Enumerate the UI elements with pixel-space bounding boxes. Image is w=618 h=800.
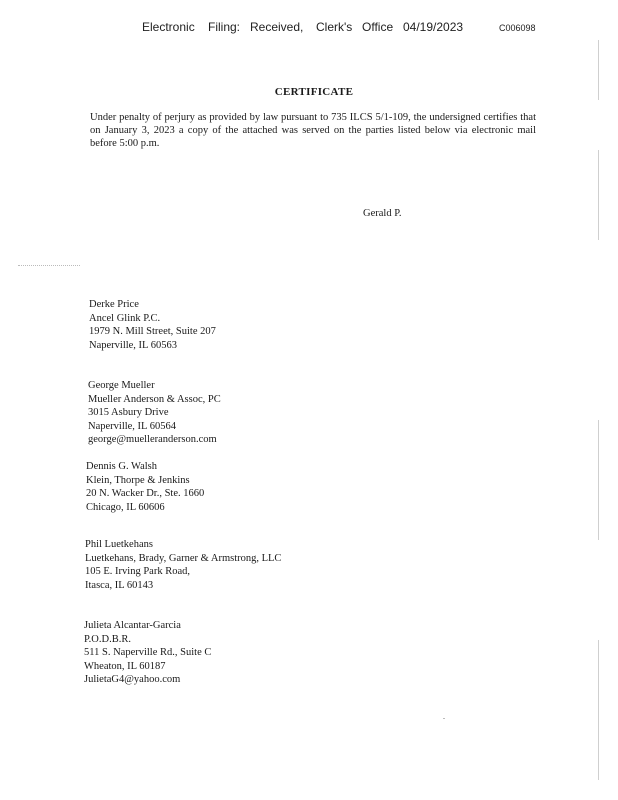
party-city: Naperville, IL 60564: [88, 420, 176, 432]
certificate-title: CERTIFICATE: [274, 86, 354, 98]
party-name: Phil Luetkehans: [85, 539, 153, 550]
party-street: 20 N. Wacker Dr., Ste. 1660: [86, 488, 205, 500]
party-name: Dennis G. Walsh: [86, 461, 157, 472]
stamp-code: C006098: [499, 23, 536, 33]
party-firm: P.O.D.B.R.: [84, 633, 131, 645]
service-party-3: [86, 460, 204, 514]
stamp-word: Office: [362, 20, 394, 34]
party-street: 1979 N. Mill Street, Suite 207: [89, 326, 216, 338]
party-email: george@muelleranderson.com: [88, 434, 217, 446]
party-firm: Luetkehans, Brady, Garner & Armstrong, LLC: [85, 552, 282, 564]
party-firm: Ancel Glink P.C.: [89, 312, 161, 324]
scan-edge-mark: [598, 150, 599, 240]
stamp-word: Clerk's: [316, 20, 353, 34]
party-name: Derke Price: [89, 299, 139, 310]
party-city: Itasca, IL 60143: [85, 579, 154, 591]
party-street: 105 E. Irving Park Road,: [85, 566, 190, 578]
scan-speck: [443, 718, 445, 719]
service-party-5: [84, 619, 211, 687]
party-city: Naperville, IL 60563: [89, 339, 177, 351]
scan-edge-mark: [598, 40, 599, 100]
stamp-word: Filing:: [208, 20, 241, 34]
service-party-4: [85, 538, 281, 592]
service-party-2: [88, 379, 221, 447]
scan-smudge: [18, 265, 80, 269]
party-firm: Klein, Thorpe & Jenkins: [86, 474, 190, 486]
party-street: 511 S. Naperville Rd., Suite C: [84, 647, 212, 659]
party-street: 3015 Asbury Drive: [88, 407, 169, 419]
scan-edge-mark: [598, 640, 599, 780]
party-name: Julieta Alcantar-Garcia: [84, 620, 181, 631]
scan-edge-mark: [598, 420, 599, 540]
stamp-word: Received,: [250, 20, 304, 34]
signer-name: Gerald P.: [363, 208, 402, 219]
stamp-word: Electronic: [142, 20, 195, 34]
service-party-1: [89, 298, 216, 352]
stamp-date: 04/19/2023: [403, 20, 464, 34]
certificate-body: Under penalty of perjury as provided by law pursuant to 735 ILCS 5/1-109, the undersigned certifies that on January 3, 2023 a copy of the attached was served on the parties listed below via electronic mail before 5:00 p.m.: [90, 112, 536, 149]
party-name: George Mueller: [88, 380, 155, 391]
party-city: Chicago, IL 60606: [86, 501, 165, 513]
party-city: Wheaton, IL 60187: [84, 660, 166, 672]
party-firm: Mueller Anderson & Assoc, PC: [88, 393, 221, 405]
party-email: JulietaG4@yahoo.com: [84, 674, 181, 686]
